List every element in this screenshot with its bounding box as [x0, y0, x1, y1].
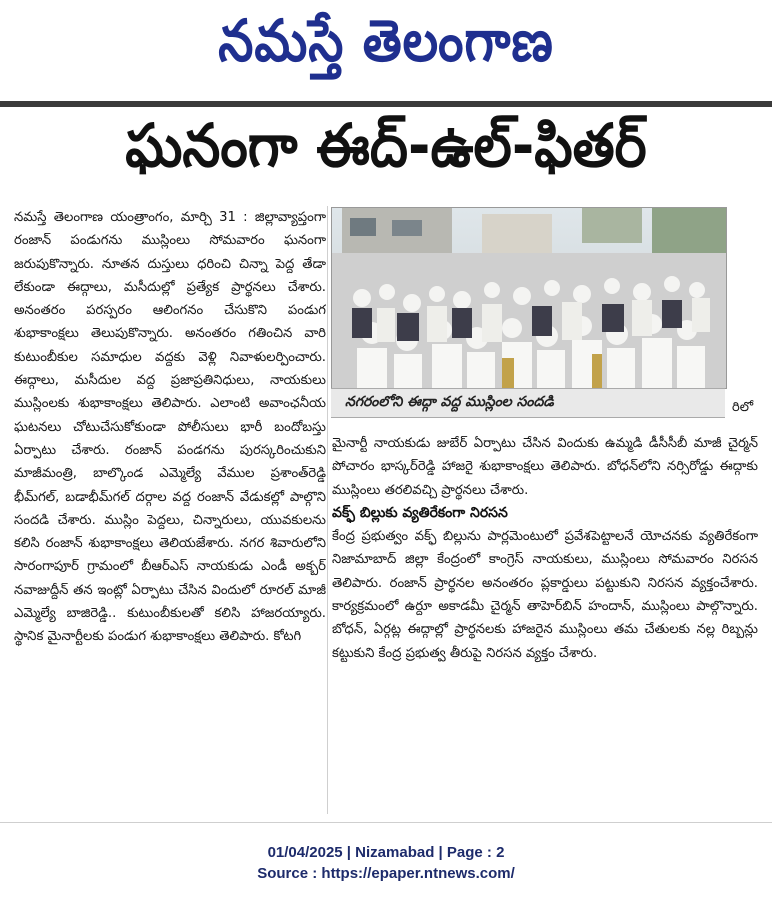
right-column — [332, 432, 758, 812]
footer-source-line[interactable]: Source : https://epaper.ntnews.com/ — [257, 865, 515, 882]
footer — [0, 842, 772, 884]
masthead-title: నమస్తే తెలంగాణ — [218, 7, 554, 74]
news-photo — [331, 207, 727, 389]
headline — [0, 110, 772, 192]
left-column — [14, 206, 326, 810]
footer-divider — [0, 822, 772, 823]
masthead-divider — [0, 101, 772, 107]
footer-date-line: 01/04/2025 | Nizamabad | Page : 2 — [267, 844, 505, 861]
photo-caption: నగరంలోని ఈద్గా వద్ద ముస్లింల సందడి — [345, 393, 554, 410]
column-divider — [327, 206, 328, 814]
subheading: వక్ఫ్ బిల్లుకు వ్యతిరేకంగా నిరసన — [332, 504, 508, 521]
crowd-photo-illustration — [332, 208, 726, 388]
right-column-text-2: కేంద్ర ప్రభుత్వం వక్ఫ్ బిల్లును పార్లమెంటులో ప్రవేశపెట్టాలనే యోచనకు వ్యతిరేకంగా నిజామాబాద్ జిల్లా కేంద్రంలో కాంగ్రెస్ నాయకులు, ముస్లింలు సోమవారం నిరసన తెలిపారు. రంజాన్ ప్రార్థనల అనంతరం ప్లకార్డులు పట్టుకుని నిరసన వ్యక్తంచేశారు. కార్యక్రమంలో ఉర్దూ అకాడమీ చైర్మన్ తాహెర్‌బిన్ హందాన్, ముస్లింలు పాల్గొన్నారు. బోధన్, ఏర్గట్ల ఈద్గాల్లో ప్రార్థనలకు హాజరైన ముస్లింలు తమ చేతులకు నల్ల రిబ్బన్లు కట్టుకుని కేంద్ర ప్రభుత్వ తీరుపై నిరసన వ్యక్తం చేశారు. — [332, 529, 758, 661]
masthead — [0, 0, 772, 96]
continuation-fragment: రిలో — [732, 400, 754, 415]
headline-text: ఘనంగా ఈద్-ఉల్-ఫితర్ — [125, 110, 647, 180]
photo-caption-bar — [331, 388, 725, 418]
right-column-text-1: మైనార్టీ నాయకుడు జుబేర్ ఏర్పాటు చేసిన విందుకు ఉమ్మడి డీసీసీబీ మాజీ చైర్మన్ పోచారం భాస్కర్‌రెడ్డి హాజరై శుభాకాంక్షలు తెలిపారు. బోధన్‌లోని నర్సిరోడ్డు ఈద్గాకు ముస్లింలు తరలివచ్చి ప్రార్థనలు చేశారు. — [332, 436, 758, 498]
left-column-text: నమస్తే తెలంగాణ యంత్రాంగం, మార్చి 31 : జిల్లావ్యాప్తంగా రంజాన్ పండుగను ముస్లింలు సోమవారం ఘనంగా జరుపుకొన్నారు. నూతన దుస్తులు ధరించి చిన్నా పెద్ద తేడా లేకుండా ఈద్గాలు, మసీదుల్లో ప్రత్యేక ప్రార్థనలు చేశారు. అనంతరం పరస్పరం ఆలింగనం చేసుకొని పండుగ శుభాకాంక్షలు తెలుపుకొన్నారు. అనంతరం గతించిన వారి కుటుంబీకుల సమాధుల వద్దకు వెళ్లి నివాళులర్పించారు. ఈద్గాలు, మసీదుల వద్ద ప్రజాప్రతినిధులు, నాయకులు ముస్లింలకు శుభాకాంక్షలు తెలిపారు. ఎలాంటి అవాంఛనీయ ఘటనలు చోటుచేసుకోకుండా పోలీసులు భారీ బందోబస్తు ఏర్పాటు చేశారు. రంజాన్ పండగను పురస్కరించుకుని మాజీమంత్రి, బాల్కొండ ఎమ్మెల్యే వేముల ప్రశాంత్‌రెడ్డి భీమ్‌గల్, బడాభీమ్‌గల్ దర్గాల వద్ద రంజాన్ వేడుకల్లో పాల్గొని సందడి చేశారు. ముస్లిం పెద్దలు, చిన్నారులు, యువకులను కలిసి రంజాన్ శుభాకాంక్షలు తెలియజేశారు. నగర శివారులోని సారంగాపూర్ గ్రామంలో బీఆర్ఎస్ నాయకుడు ఎండీ అక్బర్ నవాజుద్దీన్ తన ఇంట్లో ఏర్పాటు చేసిన విందులో రూరల్ మాజీ ఎమ్మెల్యే బాజిరెడ్డి.. కుటుంబీకులతో కలిసి హాజరయ్యారు. స్థానిక మైనార్టీలకు పండుగ శుభాకాంక్షలు తెలిపారు. కోటగి — [14, 210, 326, 645]
